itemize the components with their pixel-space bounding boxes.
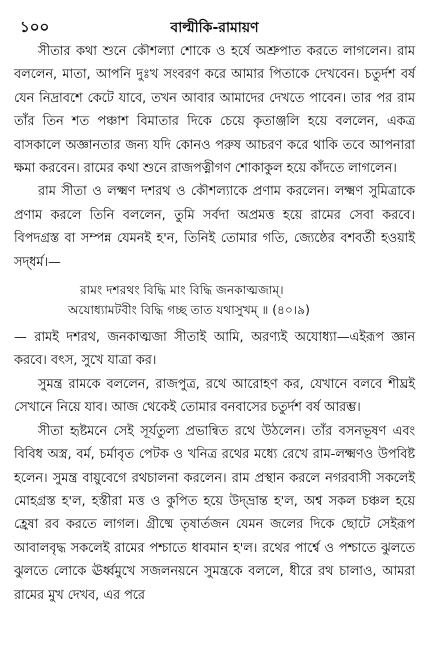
running-title: বাল্মীকি-রামায়ণ	[170, 20, 259, 36]
verse-line-1: রামং দশরথং বিদ্ধি মাং বিদ্ধি জনকাত্মজাম্‌।	[80, 283, 284, 298]
verse-line-2: অযোধ্যামটবীং বিদ্ধি গচ্ছ তাত যথাসুখম্‌ ॥ (৪০।৯)	[68, 303, 310, 318]
paragraph: সুমন্ত্র রামকে বললেন, রাজপুত্র, রথে আরোহণ কর, যেখানে বলবে শীঘ্রই সেখানে নিয়ে যাব। আজ থেকেই তোমার বনবাসের চতুর্দশ বর্ষ আরম্ভ।	[14, 376, 415, 416]
paragraph: — রামই দশরথ, জনকাত্মজা সীতাই আমি, অরণ্যই অযোধ্যা—এইরূপ জ্ঞান করবে। বৎস, সুখে যাত্রা কর।	[14, 330, 415, 369]
page-header	[14, 14, 415, 36]
body-text	[14, 40, 415, 607]
paragraph: রাম সীতা ও লক্ষ্মণ দশরথ ও কৌশল্যাকে প্রণাম করলেন। লক্ষ্মণ সুমিত্রাকে প্রণাম করলে তিনি বললেন, তুমি সর্বদা অপ্রমত্ত হয়ে রামের সেবা করবে। বিপদগ্রস্ত বা সম্পন্ন যেমনই হ'ন, তিনিই তোমার গতি, জ্যেষ্ঠের বশবর্তী হওয়াই সদ্‌ধর্ম।—	[14, 184, 415, 270]
page-number: ১০০	[20, 18, 50, 36]
sanskrit-verse	[14, 280, 415, 320]
paragraph: সীতার কথা শুনে কৌশল্যা শোকে ও হর্ষে অশ্রুপাত করতে লাগলেন। রাম বললেন, মাতা, আপনি দুঃখ সংবরণ করে আমার পিতাকে দেখবেন। চতুর্দশ বর্ষ যেন নিদ্রাবশে কেটে যাবে, তখন আবার আমাদের দেখতে পাবেন। তার পর রাম তাঁর তিন শত পঞ্চাশ বিমাতার দিকে চেয়ে কৃতাঞ্জলি হয়ে বললেন, একত্র বাসকালে অজ্ঞানতার জন্য যদি কোনও পরুষ আচরণ করে থাকি তবে আপনারা ক্ষমা করবেন। রামের কথা শুনে রাজপত্নীগণ শোকাকুল হয়ে কাঁদতে লাগলেন।	[14, 44, 415, 177]
paragraph: সীতা হৃষ্টমনে সেই সূর্যতুল্য প্রভান্বিত রথে উঠলেন। তাঁর বসনভূষণ এবং বিবিধ অস্ত্র, বর্ম, চর্মাবৃত পেটক ও খনিত্র রথের মধ্যে রেখে রাম-লক্ষ্মণও উপবিষ্ট হলেন। সুমন্ত্র বায়ুবেগে রথচালনা করলেন। রাম প্রস্থান করলে নগরবাসী সকলেই মোহগ্রস্ত হ'ল, হস্তীরা মত্ত ও কুপিত হয়ে উদ্‌ভ্রান্ত হ'ল, অশ্ব সকল চঞ্চল হয়ে হ্রেষা রব করতে লাগল। গ্রীষ্মে তৃষার্তজন যেমন জলের দিকে ছোটে সেইরূপ আবালবৃদ্ধ সকলেই রামের পশ্চাতে ধাবমান হ'ল। রথের পার্শ্বে ও পশ্চাতে ঝুলতে ঝুলতে লোকে ঊর্ধ্বমুখে সজলনয়নে সুমন্ত্রকে বললে, ধীরে রথ চালাও, আমরা রামের মুখ দেখব, এর পরে	[14, 423, 415, 603]
